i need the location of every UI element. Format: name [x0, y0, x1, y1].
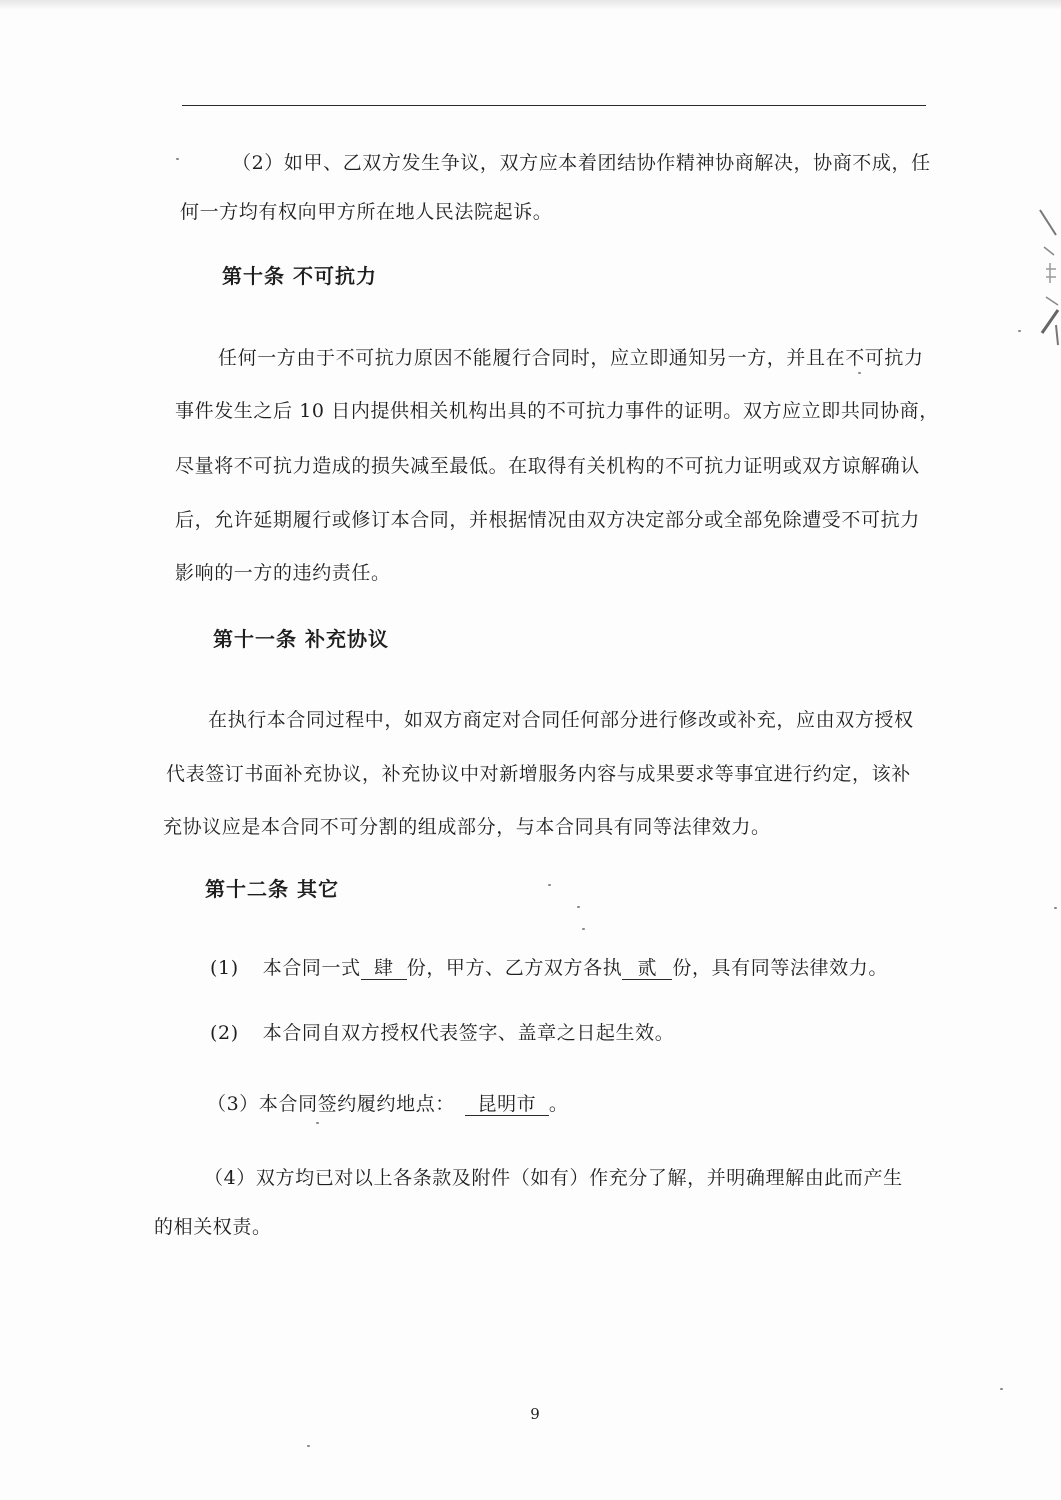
item-2-number: (2): [210, 1022, 239, 1044]
item-3-text-after: 。: [548, 1093, 569, 1115]
scan-speck: [582, 928, 585, 930]
item-1-text-middle: 份，甲方、乙方双方各执: [406, 957, 623, 979]
article-11-line-2: 代表签订书面补充协议，补充协议中对新增服务内容与成果要求等事宜进行约定，该补: [166, 763, 911, 785]
item-1-text-before: 本合同一式: [262, 957, 361, 979]
item-2-text: 本合同自双方授权代表签字、盖章之日起生效。: [262, 1022, 675, 1044]
article-12-item-1: [210, 956, 888, 980]
article-10-line-1: 任何一方由于不可抗力原因不能履行合同时，应立即通知另一方，并且在不可抗力: [218, 347, 924, 369]
item-1-text-after: 份，具有同等法律效力。: [672, 957, 888, 979]
signing-place-field: 昆明市: [465, 1093, 549, 1116]
scan-speck: [1018, 330, 1021, 332]
page-number: 9: [530, 1405, 540, 1423]
scan-speck: [307, 1445, 310, 1447]
article-12-heading: 第十二条 其它: [205, 877, 339, 901]
seal-edge-mark: [1036, 205, 1061, 355]
header-rule: [182, 105, 926, 106]
article-12-item-4-line-2: 的相关权责。: [154, 1216, 272, 1238]
article-11-line-1: 在执行本合同过程中，如双方商定对合同任何部分进行修改或补充，应由双方授权: [208, 709, 914, 731]
scan-speck: [548, 884, 551, 886]
article-10-line-5: 影响的一方的违约责任。: [175, 562, 391, 584]
scan-speck: [858, 372, 861, 374]
article-11-line-3: 充协议应是本合同不可分割的组成部分，与本合同具有同等法律效力。: [163, 816, 771, 838]
scan-speck: [577, 906, 580, 908]
dispute-clause-line-2: 何一方均有权向甲方所在地人民法院起诉。: [180, 201, 553, 223]
item-3-text-before: （3）本合同签约履约地点：: [207, 1093, 455, 1115]
scan-speck: [1000, 1388, 1003, 1390]
scan-speck: [1054, 907, 1057, 909]
article-10-heading: 第十条 不可抗力: [222, 264, 377, 288]
article-12-item-4-line-1: （4）双方均已对以上各条款及附件（如有）作充分了解，并明确理解由此而产生: [204, 1167, 903, 1189]
article-12-item-3: [207, 1092, 569, 1116]
article-12-item-2: [210, 1021, 674, 1045]
scan-speck: [176, 158, 179, 160]
dispute-clause-line-1: （2）如甲、乙双方发生争议，双方应本着团结协作精神协商解决，协商不成，任: [232, 152, 931, 174]
copies-each-field: 贰: [622, 957, 672, 980]
article-10-line-4: 后，允许延期履行或修订本合同，并根据情况由双方决定部分或全部免除遭受不可抗力: [175, 509, 920, 531]
scan-speck: [316, 1122, 319, 1124]
scan-shadow: [0, 0, 1061, 10]
copies-total-field: 肆: [361, 957, 407, 980]
item-1-number: (1): [210, 957, 239, 979]
article-10-line-3: 尽量将不可抗力造成的损失减至最低。在取得有关机构的不可抗力证明或双方谅解确认: [175, 455, 920, 477]
article-10-line-2: 事件发生之后 10 日内提供相关机构出具的不可抗力事件的证明。双方应立即共同协商，: [175, 400, 939, 422]
article-11-heading: 第十一条 补充协议: [213, 627, 389, 651]
